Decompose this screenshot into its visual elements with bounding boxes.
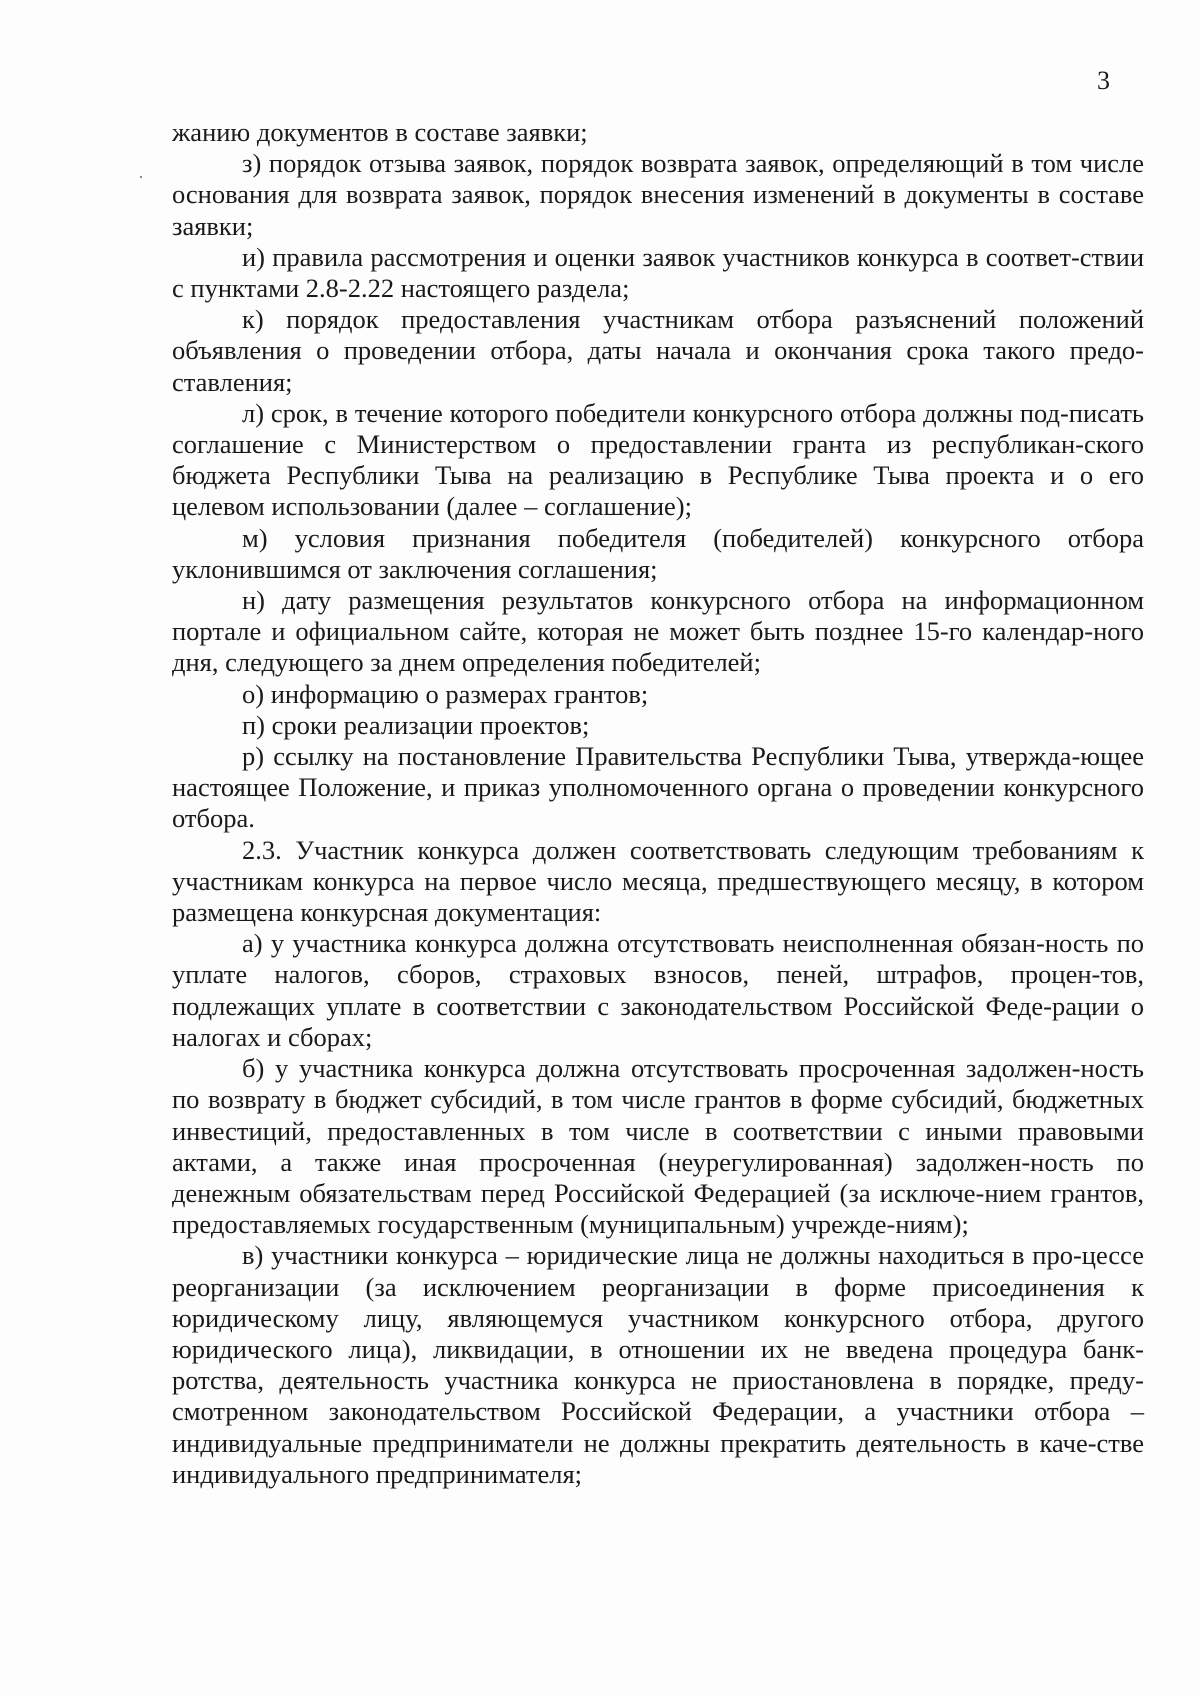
paragraph-item-k: к) порядок предоставления участникам отбора разъяснений положений объявления о проведении отбора, даты начала и окончания срока такого предо-ставления; bbox=[172, 304, 1144, 397]
paragraph-item-r: р) ссылку на постановление Правительства Республики Тыва, утвержда-ющее настоящее Положение, и приказ уполномоченного органа о проведении конкурсного отбора. bbox=[172, 741, 1144, 834]
paragraph-item-v: в) участники конкурса – юридические лица не должны находиться в про-цессе реорганизации (за исключением реорганизации в форме присоединения к юридическому лицу, являющемуся участником конкурсного отбора, другого юридического лица), ликвидации, в отношении их не введена процедура банк-ротства, деятельность участника конкурса не приостановлена в порядке, преду-смотренном законодательством Российской Федерации, а участники отбора – индивидуальные предприниматели не должны прекратить деятельность в каче-стве индивидуального предпринимателя; bbox=[172, 1240, 1144, 1489]
paragraph-item-a: а) у участника конкурса должна отсутствовать неисполненная обязан-ность по уплате налогов, сборов, страховых взносов, пеней, штрафов, процен-тов, подлежащих уплате в соответствии с законодательством Российской Феде-рации о налогах и сборах; bbox=[172, 928, 1144, 1052]
scan-artifact-dot bbox=[140, 176, 142, 178]
page-number: 3 bbox=[1097, 66, 1110, 95]
paragraph-item-z: з) порядок отзыва заявок, порядок возврата заявок, определяющий в том числе основания для возврата заявок, порядок внесения изменений в документы в составе заявки; bbox=[172, 148, 1144, 241]
paragraph-item-o: о) информацию о размерах грантов; bbox=[242, 678, 649, 709]
paragraph-section-2-3: 2.3. Участник конкурса должен соответствовать следующим требованиям к участникам конкурса на первое число месяца, предшествующего месяцу, в котором размещена конкурсная документация: bbox=[172, 834, 1144, 928]
paragraph-item-i: и) правила рассмотрения и оценки заявок участников конкурса в соответ-ствии с пунктами 2.8-2.22 настоящего раздела; bbox=[172, 241, 1144, 304]
paragraph-item-p: п) сроки реализации проектов; bbox=[242, 709, 590, 740]
paragraph-continuation: жанию документов в составе заявки; bbox=[172, 117, 588, 147]
paragraph-item-b: б) у участника конкурса должна отсутствовать просроченная задолжен-ность по возврату в бюджет субсидий, в том числе грантов в форме субсидий, бюджетных инвестиций, предоставленных в том числе в соответствии с иными правовыми актами, а также иная просроченная (неурегулированная) задолжен-ность по денежным обязательствам перед Российской Федерацией (за исключе-нием грантов, предоставляемых государственным (муниципальным) учрежде-ниям); bbox=[172, 1053, 1144, 1240]
document-body bbox=[172, 117, 1144, 1490]
paragraph-item-m: м) условия признания победителя (победителей) конкурсного отбора уклонившимся от заключения соглашения; bbox=[172, 522, 1144, 584]
paragraph-item-n: н) дату размещения результатов конкурсного отбора на информационном портале и официальном сайте, которая не может быть позднее 15-го календар-ного дня, следующего за днем определения победителей; bbox=[172, 585, 1144, 678]
paragraph-item-l: л) срок, в течение которого победители конкурсного отбора должны под-писать соглашение с Министерством о предоставлении гранта из республикан-ского бюджета Республики Тыва на реализацию в Республике Тыва проекта и о его целевом использовании (далее – соглашение); bbox=[172, 397, 1144, 522]
